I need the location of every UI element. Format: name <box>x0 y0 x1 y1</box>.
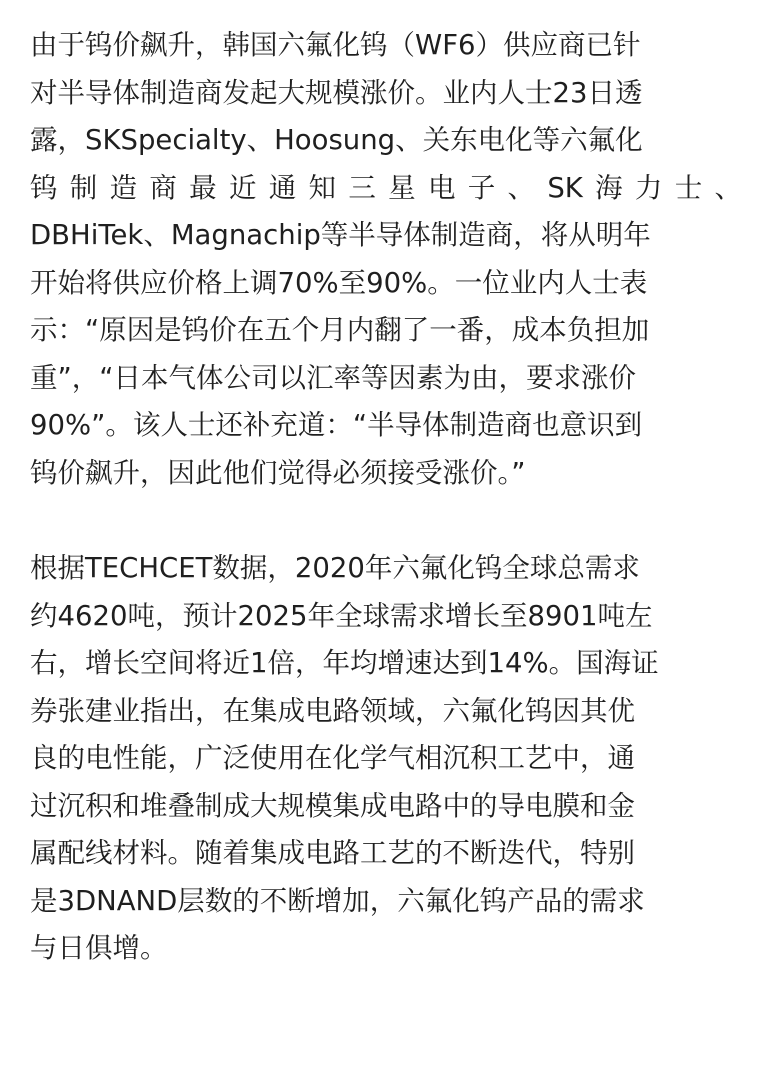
text-line: 右，增长空间将近1倍，年均增速达到14%。国海证 <box>30 647 659 679</box>
paragraph-tungsten-price-hike <box>30 0 742 497</box>
text-line: 钨价飙升，因此他们觉得必须接受涨价。” <box>30 456 526 489</box>
text-line: 钨制造商最近通知三星电子、SK海力士、 <box>30 171 742 204</box>
text-line: 露，SKSpecialty、Hoosung、关东电化等六氟化 <box>30 124 643 156</box>
text-line: 开始将供应价格上调70%至90%。一位业内人士表 <box>30 266 648 299</box>
article-body <box>30 0 742 973</box>
text-line: 90%”。该人士还补充道：“半导体制造商也意识到 <box>30 409 643 441</box>
text-line: 与日俱增。 <box>30 932 168 964</box>
text-line: 良的电性能，广泛使用在化学气相沉积工艺中，通 <box>30 742 635 774</box>
text-line: 过沉积和堆叠制成大规模集成电路中的导电膜和金 <box>30 789 635 822</box>
text-line: 属配线材料。随着集成电路工艺的不断迭代，特别 <box>30 837 635 869</box>
text-line: DBHiTek、Magnachip等半导体制造商，将从明年 <box>30 219 651 251</box>
paragraph-techcet-demand <box>30 545 742 973</box>
text-line: 重”，“日本气体公司以汇率等因素为由，要求涨价 <box>30 361 636 394</box>
text-line: 约4620吨，预计2025年全球需求增长至8901吨左 <box>30 599 653 632</box>
text-line: 示：“原因是钨价在五个月内翻了一番，成本负担加 <box>30 314 650 346</box>
text-line: 根据TECHCET数据，2020年六氟化钨全球总需求 <box>30 552 640 584</box>
text-line: 由于钨价飙升，韩国六氟化钨（WF6）供应商已针 <box>30 29 641 61</box>
text-line: 券张建业指出，在集成电路领域，六氟化钨因其优 <box>30 694 635 727</box>
text-line: 是3DNAND层数的不断增加，六氟化钨产品的需求 <box>30 884 645 917</box>
text-line: 对半导体制造商发起大规模涨价。业内人士23日透 <box>30 76 643 109</box>
